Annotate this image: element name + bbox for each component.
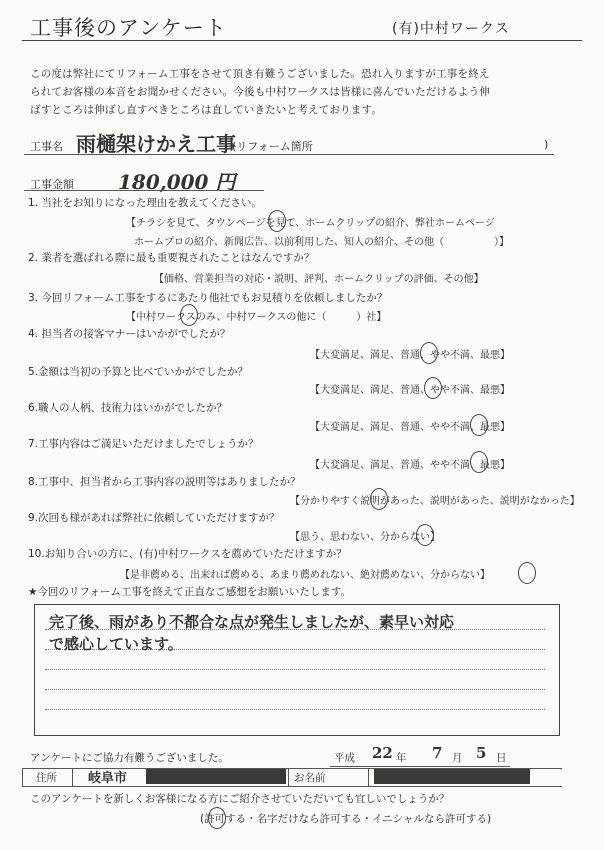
question-1-options-a: 【チラシを見て、タウンページを見て、ホームクリップの紹介、弊社ホームページ bbox=[126, 218, 495, 229]
question-6-options: 【大変満足、満足、普通、やや不満、最悪】 bbox=[310, 422, 510, 433]
question-1-options-b: ホームプロの紹介、新聞広告、以前利用した、知人の紹介、その他（ ）】 bbox=[134, 237, 509, 248]
question-2-options: 【価格、営業担当の対応・説明、評判、ホームクリップの評価、その他】 bbox=[154, 274, 484, 285]
address-redaction bbox=[146, 769, 286, 784]
question-6: 6.職人の人柄、技術力はいかがでしたか？ bbox=[28, 402, 228, 414]
name-redaction bbox=[374, 769, 530, 784]
intro-line-2: られてお客様の本音をお聞かせください。今後も中村ワークスは皆様に喜んでいただけるよう伸 bbox=[30, 86, 490, 98]
question-8-options: 【分かりやすく説明があった、説明があった、説明がなかった】 bbox=[290, 496, 580, 507]
question-10: 10.お知り合いの方に、(有)中村ワークスを薦めていただけますか？ bbox=[28, 548, 347, 560]
question-3-options: 【中村ワークスのみ、中村ワークスの他に（ ）社】 bbox=[126, 312, 387, 323]
answer-circle-q6 bbox=[470, 414, 488, 436]
comment-text-line-2: で感心しています。 bbox=[49, 635, 183, 653]
question-5-options: 【大変満足、満足、普通、やや不満、最悪】 bbox=[310, 385, 510, 396]
question-9-options: 【思う、思わない、分からない】 bbox=[290, 532, 440, 543]
answer-circle-q5 bbox=[424, 377, 442, 399]
question-9: 9.次回も様があれば弊社に依頼していただけますか？ bbox=[28, 512, 280, 524]
question-7-options: 【大変満足、満足、普通、やや不満、最悪】 bbox=[310, 460, 510, 471]
question-2: 2. 業者を選ばれる際に最も重要視されたことはなんですか？ bbox=[28, 252, 315, 264]
date-year-value: 22 bbox=[372, 744, 393, 762]
work-location-close: ) bbox=[544, 138, 549, 151]
comment-rule bbox=[45, 709, 545, 710]
comment-text-line-1: 完了後、雨があり不都合な点が発生しましたが、素早い対応 bbox=[49, 613, 455, 631]
answer-circle-consent bbox=[208, 807, 226, 829]
title-underline bbox=[22, 40, 582, 41]
answer-circle-q9 bbox=[416, 524, 434, 546]
work-name-value: 雨樋架けかえ工事 bbox=[76, 132, 236, 156]
question-5: 5.金額は当初の予算と比べていかがでしたか？ bbox=[28, 366, 249, 378]
address-row-divider bbox=[368, 768, 369, 786]
address-row-bottom bbox=[22, 786, 562, 787]
question-10-options: 【是非薦める、出来れば薦める、あまり薦めれない、絶対薦めない、分からない】 bbox=[120, 570, 490, 581]
amount-label: 工事金額 bbox=[30, 178, 74, 191]
answer-circle-q4 bbox=[420, 342, 438, 364]
amount-underline bbox=[24, 190, 264, 191]
work-name-underline bbox=[24, 154, 554, 155]
question-1: 1. 当社をお知りになった理由を教えてください。 bbox=[28, 197, 262, 209]
question-4-options: 【大変満足、満足、普通、やや不満、最悪】 bbox=[310, 350, 510, 361]
consent-options: (許可する・名字だけなら許可する・イニシャルなら許可する) bbox=[200, 813, 492, 825]
consent-question: このアンケートを新しくお客様になる方にご紹介させていただいても宜しいでしょうか？ bbox=[30, 793, 450, 805]
amount-value: 180,000 円 bbox=[118, 170, 236, 194]
name-label: お名前 bbox=[294, 772, 326, 784]
address-row-divider bbox=[288, 768, 289, 786]
work-name-label: 工事名 bbox=[30, 140, 63, 153]
answer-circle-q10 bbox=[518, 562, 536, 584]
thanks-text: アンケートにご協力有難うございました。 bbox=[30, 752, 229, 764]
intro-line-3: ばすところは伸ばし直すべきところは直していきたいと考えております。 bbox=[30, 104, 383, 116]
date-month-value: 7 bbox=[432, 744, 443, 762]
comment-box bbox=[34, 604, 560, 736]
answer-circle-q1 bbox=[268, 210, 286, 232]
date-day-unit: 日 bbox=[496, 752, 507, 764]
question-7: 7.工事内容はご満足いただけましたでしょうか？ bbox=[28, 438, 259, 450]
date-day-value: 5 bbox=[476, 744, 487, 762]
comment-prompt: ★今回のリフォーム工事を終えて正直なご感想をお願いいたします。 bbox=[28, 586, 352, 598]
address-label: 住所 bbox=[36, 772, 57, 784]
answer-circle-q8 bbox=[370, 488, 388, 510]
answer-circle-q7 bbox=[470, 451, 488, 473]
address-row-divider bbox=[72, 768, 73, 786]
date-year-unit: 年 bbox=[396, 752, 407, 764]
address-value: 岐阜市 bbox=[88, 771, 128, 786]
answer-circle-q3 bbox=[180, 304, 198, 326]
company-name: (有)中村ワークス bbox=[392, 21, 510, 37]
date-underline bbox=[330, 766, 510, 767]
work-location-label: (リフォーム箇所 bbox=[232, 140, 313, 153]
intro-line-1: この度は弊社にてリフォーム工事をさせて頂き有難うございました。恐れ入りますが工事を終え bbox=[30, 68, 490, 80]
comment-rule bbox=[45, 689, 545, 690]
question-3: 3. 今回リフォーム工事をするにあたり他社でもお見積りを依頼しましたか？ bbox=[28, 292, 388, 304]
survey-title: 工事後のアンケート bbox=[30, 16, 227, 40]
date-month-unit: 月 bbox=[452, 752, 463, 764]
question-8: 8.工事中、担当者から工事内容の説明等はありましたか？ bbox=[28, 476, 301, 488]
address-row-divider bbox=[22, 768, 23, 786]
comment-rule bbox=[45, 669, 545, 670]
date-era: 平成 bbox=[334, 752, 355, 764]
question-4: 4. 担当者の接客マナーはいかがでしたか？ bbox=[28, 328, 231, 340]
